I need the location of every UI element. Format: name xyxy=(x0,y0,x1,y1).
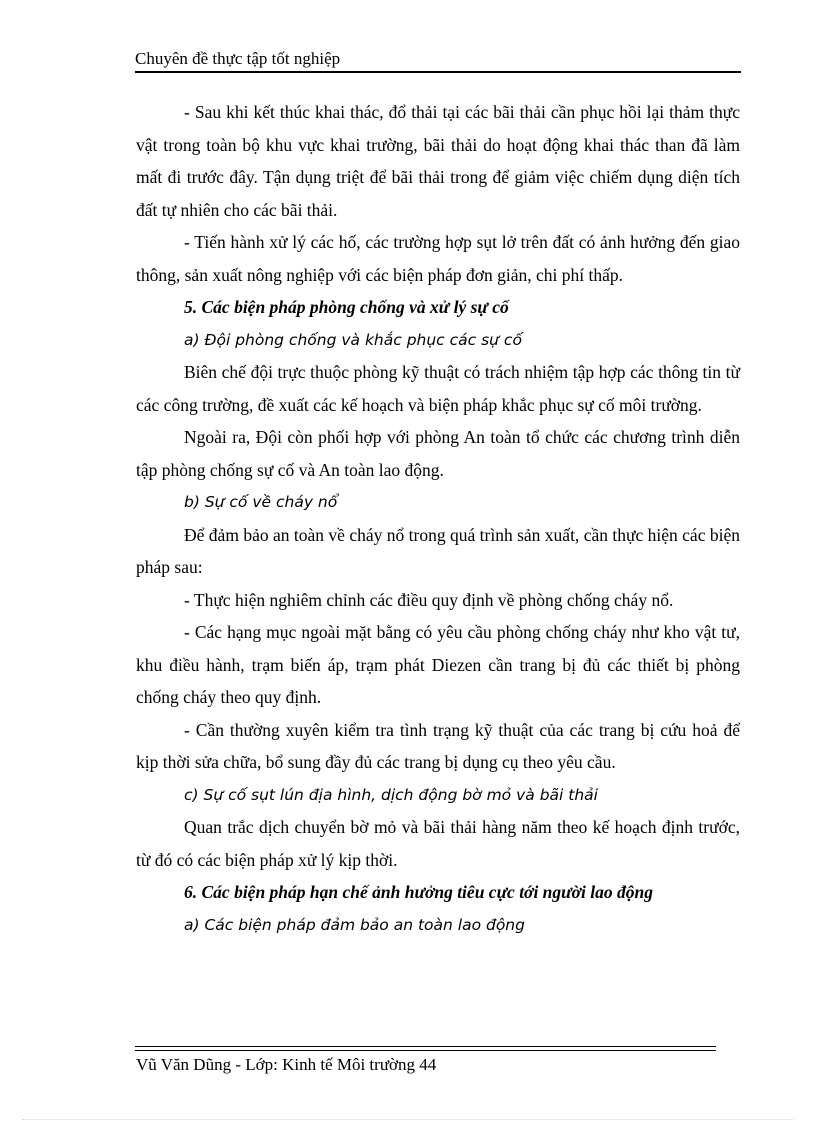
subheading-5a: a) Đội phòng chống và khắc phục các sự cố xyxy=(184,330,522,349)
paragraph-fire-safety-intro: Để đảm bảo an toàn về cháy nổ trong quá trình sản xuất, cần thực hiện các biện pháp sau: xyxy=(136,524,740,577)
paragraph-fire-rule-3: - Cần thường xuyên kiểm tra tình trạng kỹ thuật của các trang bị cứu hoả để kịp thời sửa chữa, bổ sung đầy đủ các trang bị dụng cụ theo yêu cầu. xyxy=(136,719,740,772)
subheading-6a: a) Các biện pháp đảm bảo an toàn lao động xyxy=(184,915,525,934)
paragraph-drill-coordination: Ngoài ra, Đội còn phối hợp với phòng An toàn tổ chức các chương trình diễn tập phòng chống sự cố và An toàn lao động. xyxy=(136,427,740,480)
page-header: Chuyên đề thực tập tốt nghiệp xyxy=(135,48,741,73)
page-footer: Vũ Văn Dũng - Lớp: Kinh tế Môi trường 44 xyxy=(136,1055,437,1074)
paragraph-restore-vegetation: - Sau khi kết thúc khai thác, đổ thải tại các bãi thải cần phục hồi lại thảm thực vật trong toàn bộ khu vực khai trường, bãi thải do hoạt động khai thác than đã làm mất đi trước đây. Tận dụng triệt để bãi thải trong để giảm việc chiếm dụng diện tích đất tự nhiên cho các bãi thải. xyxy=(136,102,740,220)
subheading-5b: b) Sự cố về cháy nổ xyxy=(184,493,338,511)
paragraph-fire-rule-2: - Các hạng mục ngoài mặt bằng có yêu cầu phòng chống cháy như kho vật tư, khu điều hành, trạm biến áp, trạm phát Diezen cần trang bị đủ các thiết bị phòng chống cháy theo quy định. xyxy=(136,622,740,707)
document-body xyxy=(136,96,740,941)
subheading-5c: c) Sự cố sụt lún địa hình, dịch động bờ mỏ và bãi thải xyxy=(184,785,598,804)
paragraph-monitoring: Quan trắc dịch chuyển bờ mỏ và bãi thải hàng năm theo kế hoạch định trước, từ đó có các biện pháp xử lý kịp thời. xyxy=(136,817,740,870)
paragraph-subsidence-treatment: - Tiến hành xử lý các hố, các trường hợp sụt lở trên đất có ảnh hưởng đến giao thông, sản xuất nông nghiệp với các biện pháp đơn giản, chi phí thấp. xyxy=(136,232,740,285)
section-heading-6: 6. Các biện pháp hạn chế ảnh hưởng tiêu cực tới người lao động xyxy=(184,882,653,902)
section-heading-5: 5. Các biện pháp phòng chống và xử lý sự cố xyxy=(184,297,509,317)
footer-divider xyxy=(135,1046,716,1051)
paragraph-fire-rule-1: - Thực hiện nghiêm chỉnh các điều quy định về phòng chống cháy nổ. xyxy=(184,589,674,610)
paragraph-team-organization: Biên chế đội trực thuộc phòng kỹ thuật có trách nhiệm tập hợp các thông tin từ các công trường, đề xuất các kế hoạch và biện pháp khắc phục sự cố môi trường. xyxy=(136,362,740,415)
page-edge-divider xyxy=(22,1119,794,1120)
